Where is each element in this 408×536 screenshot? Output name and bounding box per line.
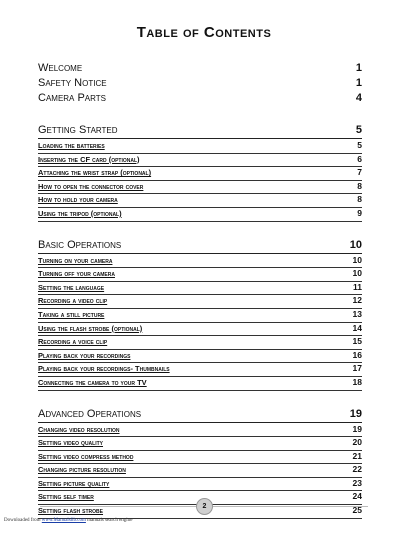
toc-entry-page: 16 xyxy=(352,349,362,360)
toc-entry-title: Changing video resolution xyxy=(38,424,120,434)
toc-entry-title: Setting video compress method xyxy=(38,451,134,461)
toc-entry-title: Turning off your camera xyxy=(38,269,115,279)
toc-entry-page: 11 xyxy=(353,281,362,292)
toc-entry-page: 25 xyxy=(352,505,362,516)
footer-prefix: Downloaded from xyxy=(4,518,42,523)
toc-chapter-heading[interactable] xyxy=(38,408,362,423)
toc-entry[interactable] xyxy=(38,323,362,337)
toc-entry[interactable] xyxy=(38,181,362,195)
toc-entry-page: 22 xyxy=(352,464,362,475)
toc-entry-title: Safety Notice xyxy=(38,77,107,89)
toc-entry[interactable] xyxy=(38,464,362,478)
toc-entry[interactable] xyxy=(38,62,362,77)
toc-entry-title: Turning on your camera xyxy=(38,255,113,265)
toc-entry-page: 5 xyxy=(355,124,362,136)
toc-entry[interactable] xyxy=(38,140,362,154)
toc-entry[interactable] xyxy=(38,92,362,107)
toc-entry-title: Setting picture quality xyxy=(38,478,110,488)
toc-entry-page: 18 xyxy=(352,376,362,387)
toc-entry[interactable] xyxy=(38,350,362,364)
toc-entry-page: 23 xyxy=(352,477,362,488)
toc-entry-title: Changing picture resolution xyxy=(38,465,126,475)
toc-entry-title: Using the tripod (optional) xyxy=(38,208,122,218)
toc-entry-page: 15 xyxy=(352,336,362,347)
toc-entry-title: How to open the connector cover xyxy=(38,181,144,191)
toc-entry-title: Recording a video clip xyxy=(38,296,108,306)
toc-front-matter xyxy=(38,62,362,107)
toc-entry-page: 6 xyxy=(357,153,362,164)
toc-entry-title: Advanced Operations xyxy=(38,407,142,420)
toc-entry[interactable] xyxy=(38,309,362,323)
footer-link[interactable]: www.Manualslib.com xyxy=(41,518,86,523)
toc-entry[interactable] xyxy=(38,255,362,269)
toc-entry[interactable] xyxy=(38,478,362,492)
toc-entry-title: Playing back your recordings xyxy=(38,350,131,360)
toc-entry[interactable] xyxy=(38,208,362,222)
table-of-contents xyxy=(38,62,362,536)
toc-entry[interactable] xyxy=(38,451,362,465)
toc-entry[interactable] xyxy=(38,424,362,438)
toc-entry-page: 8 xyxy=(357,180,362,191)
toc-entry-page: 19 xyxy=(349,407,362,420)
toc-entry-title: Basic Operations xyxy=(38,238,122,251)
toc-entry-page: 17 xyxy=(352,363,362,374)
toc-entry-page: 8 xyxy=(357,194,362,205)
toc-entry-page: 20 xyxy=(352,437,362,448)
download-footer xyxy=(4,518,132,523)
toc-entry[interactable] xyxy=(38,336,362,350)
toc-entry-page: 5 xyxy=(357,140,362,150)
toc-entry[interactable] xyxy=(38,194,362,208)
toc-entry-title: Recording a voice clip xyxy=(38,337,108,347)
toc-entry-page: 10 xyxy=(352,254,362,265)
toc-entry-title: Setting the language xyxy=(38,282,105,292)
toc-entry-page: 4 xyxy=(355,92,362,104)
toc-entry-page: 19 xyxy=(352,423,362,434)
toc-entry[interactable] xyxy=(38,167,362,181)
toc-entry[interactable] xyxy=(38,154,362,168)
toc-entry-title: Welcome xyxy=(38,62,83,74)
toc-entry-title: Camera Parts xyxy=(38,92,106,104)
toc-entry-page: 13 xyxy=(352,308,362,319)
toc-chapter xyxy=(38,124,362,222)
page-number-badge: 2 xyxy=(196,498,213,515)
toc-entry-title: Loading the batteries xyxy=(38,141,105,150)
toc-entry-page: 12 xyxy=(352,295,362,306)
toc-entry-title: Connecting the camera to your TV xyxy=(38,377,147,387)
toc-entry-title: Setting self timer xyxy=(38,492,94,502)
footer-rule-right xyxy=(120,506,368,507)
toc-chapter-heading[interactable] xyxy=(38,124,362,139)
toc-entry-page: 1 xyxy=(355,77,362,89)
toc-chapter xyxy=(38,239,362,391)
toc-entry-page: 10 xyxy=(349,238,362,251)
toc-entry-title: How to hold your camera xyxy=(38,195,118,205)
toc-entry-title: Playing back your recordings- Thumbnails xyxy=(38,364,170,374)
toc-entry[interactable] xyxy=(38,282,362,296)
toc-entry[interactable] xyxy=(38,295,362,309)
toc-entry[interactable] xyxy=(38,363,362,377)
toc-entry-page: 14 xyxy=(352,322,362,333)
toc-entry-title: Attaching the wrist strap (optional) xyxy=(38,168,152,178)
toc-entry-title: Taking a still picture xyxy=(38,309,105,319)
toc-entry[interactable] xyxy=(38,437,362,451)
toc-entry[interactable] xyxy=(38,268,362,282)
toc-entry-title: Inserting the CF card (optional) xyxy=(38,154,140,164)
page-title: Table of Contents xyxy=(136,24,272,41)
toc-entry-title: Setting video quality xyxy=(38,438,104,448)
toc-entry[interactable] xyxy=(38,77,362,92)
toc-entry-page: 9 xyxy=(357,207,362,218)
footer-suffix: manuals search engine xyxy=(85,518,133,523)
toc-entry-page: 21 xyxy=(352,450,362,461)
toc-entry-page: 24 xyxy=(352,491,362,502)
toc-entry-page: 1 xyxy=(355,62,362,74)
toc-entry-title: Setting flash strobe xyxy=(38,506,104,516)
toc-entry-title: Getting Started xyxy=(38,124,118,136)
toc-entry-title: Using the flash strobe (optional) xyxy=(38,323,143,333)
toc-entry-page: 7 xyxy=(357,167,362,178)
toc-entry[interactable] xyxy=(38,377,362,391)
toc-chapter-heading[interactable] xyxy=(38,239,362,254)
toc-entry-page: 10 xyxy=(352,268,362,279)
